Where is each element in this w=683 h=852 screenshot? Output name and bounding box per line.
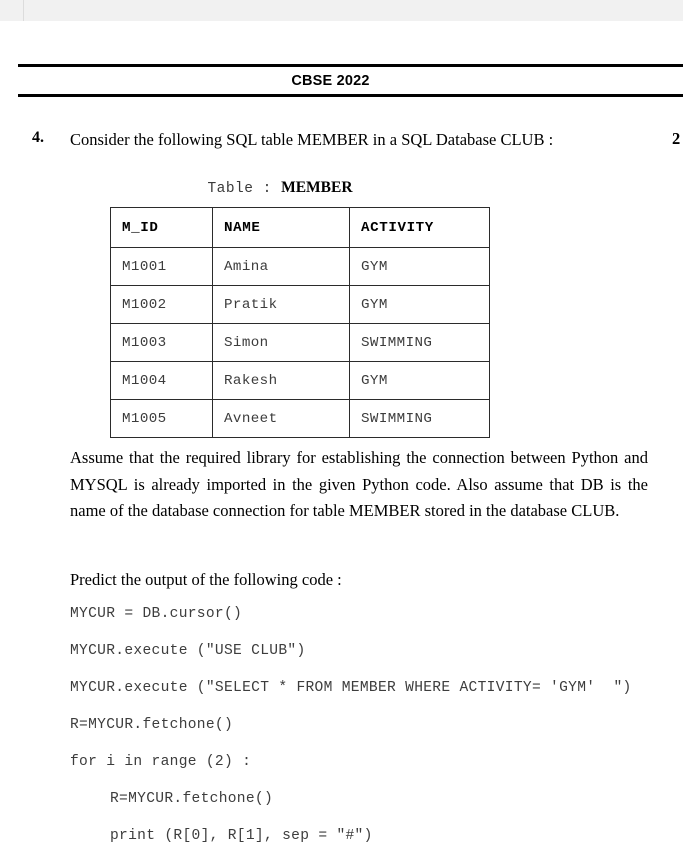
table-row — [111, 248, 490, 286]
cell-m-id: M1001 — [111, 248, 213, 286]
table-row — [111, 400, 490, 438]
question-marks: 2 — [672, 129, 681, 148]
code-line-7: print (R[0], R[1], sep = "#") — [110, 828, 373, 844]
table-caption-name: MEMBER — [281, 179, 353, 196]
cell-activity: SWIMMING — [350, 400, 490, 438]
browser-chrome-band — [0, 0, 683, 22]
header-rule-bottom — [18, 94, 683, 97]
code-line-6: R=MYCUR.fetchone() — [110, 791, 274, 807]
table-row — [111, 286, 490, 324]
cell-m-id: M1003 — [111, 324, 213, 362]
cell-name: Simon — [213, 324, 350, 362]
cell-name: Avneet — [213, 400, 350, 438]
page-title: CBSE 2022 — [291, 73, 370, 89]
cell-m-id: M1005 — [111, 400, 213, 438]
cell-m-id: M1004 — [111, 362, 213, 400]
cell-name: Pratik — [213, 286, 350, 324]
cell-activity: GYM — [350, 362, 490, 400]
code-line-3: MYCUR.execute ("SELECT * FROM MEMBER WHERE ACTIVITY= 'GYM' ") — [70, 680, 632, 696]
cell-m-id: M1002 — [111, 286, 213, 324]
cell-activity: GYM — [350, 248, 490, 286]
document-page — [0, 21, 683, 852]
code-line-4: R=MYCUR.fetchone() — [70, 717, 234, 733]
table-caption-label: Table : — [207, 181, 272, 197]
column-header-name: NAME — [213, 208, 350, 248]
cell-name: Rakesh — [213, 362, 350, 400]
cell-activity: SWIMMING — [350, 324, 490, 362]
predict-output-prompt: Predict the output of the following code : — [70, 570, 342, 589]
cell-name: Amina — [213, 248, 350, 286]
running-header — [18, 64, 683, 97]
table-header-row — [111, 208, 490, 248]
code-line-5: for i in range (2) : — [70, 754, 252, 770]
cell-activity: GYM — [350, 286, 490, 324]
table-row — [111, 362, 490, 400]
question-number: 4. — [32, 129, 44, 146]
code-line-2: MYCUR.execute ("USE CLUB") — [70, 643, 306, 659]
code-line-1: MYCUR = DB.cursor() — [70, 606, 243, 622]
member-table — [110, 207, 490, 438]
column-header-m-id: M_ID — [111, 208, 213, 248]
table-row — [111, 324, 490, 362]
assumption-paragraph: Assume that the required library for establishing the connection between Python and MYSQL is already imported in the given Python code. Also assume that DB is the name of the database connection for table MEMBER stored in the database CLUB. — [70, 448, 648, 520]
question-text: Consider the following SQL table MEMBER in a SQL Database CLUB : — [70, 130, 554, 149]
chrome-divider — [23, 0, 24, 21]
table-caption — [0, 179, 560, 197]
column-header-activity: ACTIVITY — [350, 208, 490, 248]
